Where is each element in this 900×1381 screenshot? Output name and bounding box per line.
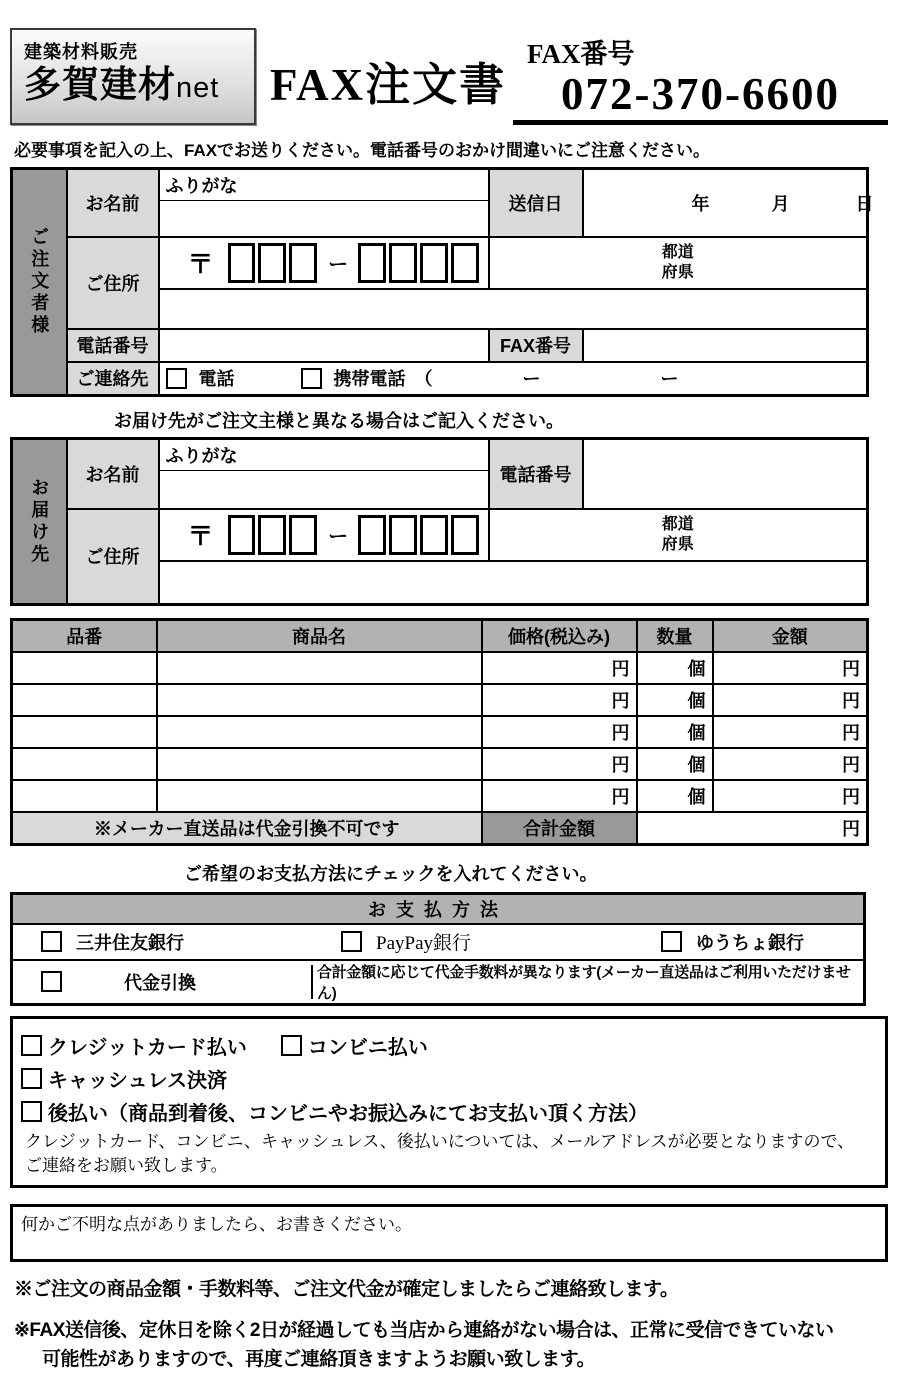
product-row (12, 748, 868, 780)
postal-digit-box[interactable] (228, 515, 256, 555)
delivery-furigana-field[interactable]: ふりがな (159, 439, 489, 471)
orderer-address-field[interactable] (159, 289, 868, 329)
conbini-checkbox[interactable] (281, 1035, 302, 1056)
credit-card-label: クレジットカード払い (48, 1036, 247, 1059)
product-row (12, 780, 868, 812)
postal-digit-box[interactable] (389, 515, 417, 555)
products-table (10, 618, 869, 846)
smbc-checkbox[interactable] (41, 931, 62, 952)
price-field[interactable]: 円 (482, 716, 637, 748)
cashless-checkbox[interactable] (21, 1068, 42, 1089)
postal-digit-box[interactable] (228, 243, 256, 283)
paypay-label: PayPay銀行 (376, 933, 472, 954)
fax-number-block (513, 32, 888, 125)
delivery-address-field[interactable] (159, 561, 868, 605)
amount-field[interactable]: 円 (713, 716, 868, 748)
paypay-checkbox[interactable] (341, 931, 362, 952)
mobile-checkbox[interactable] (301, 368, 322, 389)
postal-dash: ー (328, 254, 349, 276)
cod-label: 代金引換 (124, 972, 196, 993)
postal-digit-box[interactable] (358, 515, 386, 555)
prefecture-label-line2: 府県 (661, 263, 694, 281)
total-amount-label: 合計金額 (482, 812, 637, 845)
bank-options-row (12, 924, 865, 960)
orderer-fax-label: FAX番号 (489, 329, 583, 362)
credit-card-checkbox[interactable] (21, 1035, 42, 1056)
postal-digit-box[interactable] (389, 243, 417, 283)
item-number-field[interactable] (12, 716, 157, 748)
quantity-field[interactable]: 個 (637, 684, 713, 716)
mobile-number-dash: ー (660, 369, 679, 390)
footnote-fax-receipt-line1: ※FAX送信後、定休日を除く2日が経過しても当店から連絡がない場合は、正常に受信できていない (14, 1319, 834, 1341)
quantity-field[interactable]: 個 (637, 652, 713, 684)
email-note-line2: ご連絡をお願い致します。 (25, 1156, 228, 1176)
product-row (12, 716, 868, 748)
day-label: 日 (855, 193, 874, 214)
cod-option (13, 965, 313, 999)
cod-fee-note: 合計金額に応じて代金手数料が異なります(メーカー直送品はご利用いただけません) (317, 963, 851, 1002)
postal-digit-box[interactable] (358, 243, 386, 283)
prefecture-label-line1: 都道 (661, 516, 694, 534)
postal-digit-box[interactable] (451, 243, 479, 283)
prefecture-label-line2: 府県 (661, 535, 694, 553)
delivery-prefecture-field[interactable] (489, 509, 868, 561)
quantity-field[interactable]: 個 (637, 716, 713, 748)
item-number-field[interactable] (12, 684, 157, 716)
orderer-table (10, 167, 874, 397)
delivery-address-label: ご住所 (67, 509, 159, 605)
bank-option-smbc (13, 929, 313, 955)
product-name-field[interactable] (157, 748, 482, 780)
delivery-name-field[interactable] (159, 471, 489, 509)
col-header-product-name: 商品名 (157, 620, 482, 653)
contact-method-label: ご連絡先 (67, 362, 159, 396)
orderer-name-field[interactable] (159, 201, 489, 237)
orderer-fax-field[interactable] (583, 329, 868, 362)
delivery-postal-field[interactable] (159, 509, 489, 561)
comment-box-label: 何かご不明な点がありましたら、お書きください。 (21, 1214, 412, 1234)
product-name-field[interactable] (157, 780, 482, 812)
delivery-section-label: お届け先 (12, 439, 67, 605)
deferred-label: 後払い（商品到着後、コンビニやお振込みにてお支払い頂く方法） (48, 1102, 648, 1125)
product-row (12, 652, 868, 684)
logo-company-suffix: net (176, 72, 220, 104)
amount-field[interactable]: 円 (713, 780, 868, 812)
deferred-checkbox[interactable] (21, 1101, 42, 1122)
postal-digit-box[interactable] (420, 515, 448, 555)
company-logo (10, 28, 256, 125)
payment-method-note: ご希望のお支払方法にチェックを入れてください。 (184, 864, 598, 884)
bank-option-yucho (633, 929, 863, 955)
amount-field[interactable]: 円 (713, 684, 868, 716)
cod-row (12, 960, 865, 1005)
fax-number-value: 072-370-6600 (513, 71, 888, 125)
postal-digit-box[interactable] (289, 515, 317, 555)
delivery-table (10, 437, 869, 606)
item-number-field[interactable] (12, 652, 157, 684)
delivery-phone-label: 電話番号 (489, 439, 583, 509)
postal-digit-box[interactable] (420, 243, 448, 283)
quantity-field[interactable]: 個 (637, 780, 713, 812)
item-number-field[interactable] (12, 780, 157, 812)
comment-box[interactable] (10, 1204, 888, 1262)
fill-in-instruction: 必要事項を記入の上、FAXでお送りください。電話番号のおかけ間違いにご注意ください。 (14, 141, 711, 160)
page-header (10, 20, 888, 132)
prefecture-label-line1: 都道 (661, 244, 694, 262)
postal-mark: 〒 (187, 521, 214, 551)
yucho-label: ゆうちょ銀行 (696, 932, 804, 953)
item-number-field[interactable] (12, 748, 157, 780)
cashless-label: キャッシュレス決済 (48, 1069, 227, 1092)
payment-header: お支払方法 (12, 894, 865, 924)
footnote-price-confirmation: ※ご注文の商品金額・手数料等、ご注文代金が確定しましたらご連絡致します。 (14, 1278, 679, 1300)
phone-checkbox[interactable] (166, 368, 187, 389)
product-name-field[interactable] (157, 652, 482, 684)
send-date-field[interactable] (583, 169, 874, 237)
year-label: 年 (691, 193, 710, 214)
page-title: FAX注文書 (270, 60, 507, 110)
delivery-phone-field[interactable] (583, 439, 868, 509)
col-header-quantity: 数量 (637, 620, 713, 653)
product-row (12, 684, 868, 716)
smbc-label: 三井住友銀行 (76, 932, 184, 953)
mobile-number-dash: ー (522, 369, 541, 390)
amount-field[interactable]: 円 (713, 748, 868, 780)
orderer-name-label: お名前 (67, 169, 159, 237)
total-amount-field[interactable]: 円 (637, 812, 868, 845)
mobile-option-label: 携帯電話 （ (333, 369, 433, 390)
direct-shipping-note: ※メーカー直送品は代金引換不可です (12, 812, 482, 845)
product-name-field[interactable] (157, 716, 482, 748)
col-header-amount: 金額 (713, 620, 868, 653)
other-payment-box (10, 1016, 888, 1188)
price-field[interactable]: 円 (482, 684, 637, 716)
delivery-section-note: お届け先がご注文主様と異なる場合はご記入ください。 (114, 411, 564, 431)
fax-number-label: FAX番号 (527, 39, 635, 69)
conbini-label: コンビニ払い (307, 1036, 428, 1059)
email-note-line1: クレジットカード、コンビニ、キャッシュレス、後払いについては、メールアドレスが必要となりますので、 (25, 1131, 855, 1151)
contact-method-field (159, 362, 868, 396)
product-name-field[interactable] (157, 684, 482, 716)
price-field[interactable]: 円 (482, 780, 637, 812)
orderer-address-label: ご住所 (67, 237, 159, 329)
postal-dash: ー (328, 526, 349, 548)
bank-option-paypay (313, 928, 633, 955)
month-label: 月 (771, 193, 790, 214)
orderer-phone-field[interactable] (159, 329, 489, 362)
footnote-fax-receipt-line2: 可能性がありますので、再度ご連絡頂きますようお願い致します。 (42, 1348, 596, 1370)
orderer-section-label: ご注文者様 (12, 169, 67, 396)
delivery-name-label: お名前 (67, 439, 159, 509)
orderer-phone-label: 電話番号 (67, 329, 159, 362)
postal-digit-box[interactable] (258, 243, 286, 283)
price-field[interactable]: 円 (482, 748, 637, 780)
payment-table (10, 892, 866, 1006)
postal-digit-box[interactable] (258, 515, 286, 555)
email-required-note (21, 1130, 875, 1179)
price-field[interactable]: 円 (482, 652, 637, 684)
amount-field[interactable]: 円 (713, 652, 868, 684)
postal-digit-box[interactable] (451, 515, 479, 555)
postal-digit-box[interactable] (289, 243, 317, 283)
products-footer-row (12, 812, 868, 845)
phone-option-label: 電話 (198, 369, 235, 390)
orderer-furigana-field[interactable]: ふりがな (159, 169, 489, 201)
quantity-field[interactable]: 個 (637, 748, 713, 780)
postal-mark: 〒 (187, 249, 214, 279)
logo-tagline: 建築材料販売 (24, 42, 138, 62)
send-date-label: 送信日 (489, 169, 583, 237)
col-header-item-number: 品番 (12, 620, 157, 653)
products-header-row (12, 620, 868, 653)
logo-company-name (24, 64, 244, 107)
cod-checkbox[interactable] (41, 971, 62, 992)
col-header-price: 価格(税込み) (482, 620, 637, 653)
logo-company-kanji: 多賀建材 (24, 64, 176, 105)
yucho-checkbox[interactable] (661, 931, 682, 952)
orderer-postal-field[interactable] (159, 237, 489, 289)
orderer-prefecture-field[interactable] (489, 237, 868, 289)
